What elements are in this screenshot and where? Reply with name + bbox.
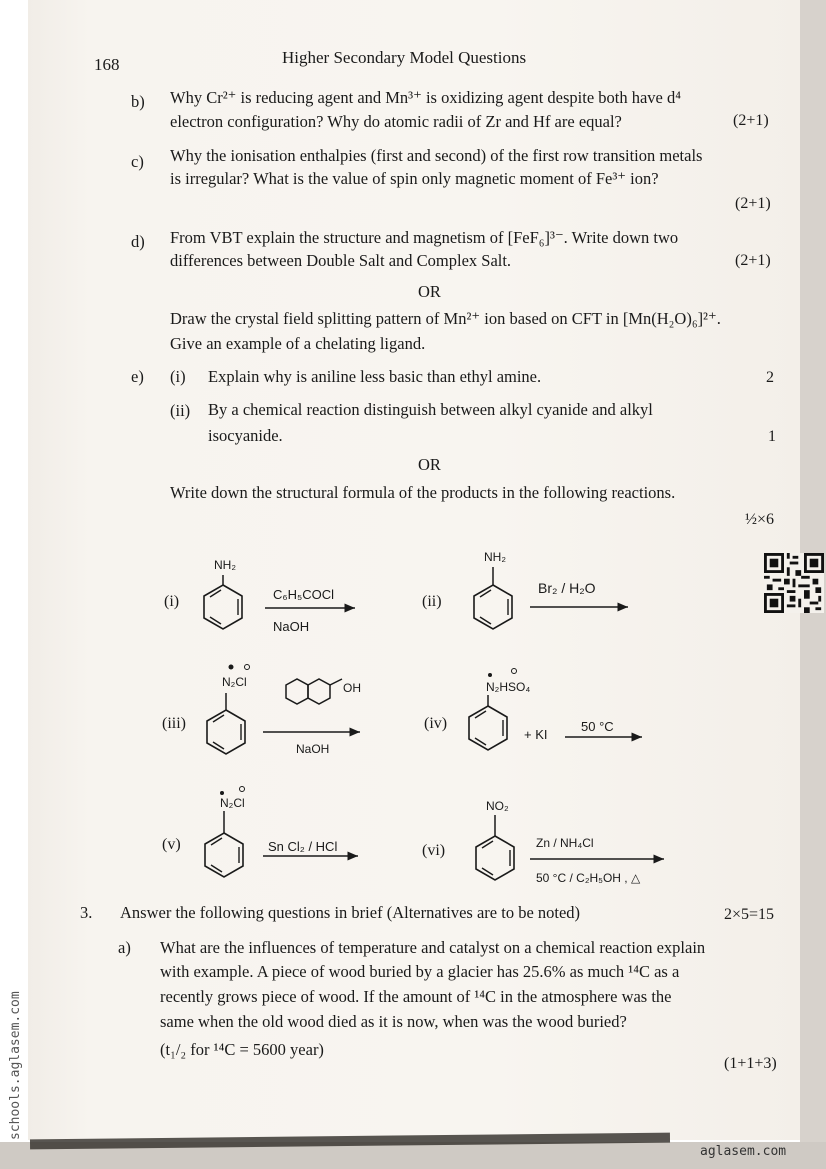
q2d-or: OR	[418, 282, 441, 301]
q3a-line2: with example. A piece of wood buried by a glacier has 25.6% as much ¹⁴C as a	[160, 962, 680, 981]
reaction-iv-coreactant: + KI	[524, 727, 548, 742]
reaction-v-reagent-top: Sn Cl₂ / HCl	[268, 839, 338, 854]
q2c-marks: (2+1)	[735, 195, 771, 212]
q2d-line1: From VBT explain the structure and magnetism of [FeF₆]³⁻. Write down two	[170, 228, 679, 247]
reaction-iv-substituent: N₂HSO₄	[486, 680, 531, 694]
watermark-left: schools.aglasem.com	[8, 991, 23, 1140]
benzene-ring	[205, 833, 243, 877]
q2b-line2: electron configuration? Why do atomic radii of Zr and Hf are equal?	[170, 112, 622, 131]
reaction-iii-second-reactant: OH	[343, 681, 361, 695]
q2c-label: c)	[131, 152, 144, 171]
reaction-vi-number: (vi)	[422, 842, 446, 859]
reaction-v-number: (v)	[162, 836, 181, 853]
reaction-vi-substituent: NO₂	[486, 799, 509, 813]
reaction-i-number: (i)	[164, 593, 180, 610]
benzene-ring	[207, 710, 245, 754]
q2d-line2: differences between Double Salt and Complex Salt.	[170, 251, 512, 270]
reaction-vi	[422, 799, 664, 885]
reaction-iv	[424, 669, 642, 751]
q2e-ii-marks: 1	[768, 428, 776, 445]
q2e-alt-text: Write down the structural formula of the products in the following reactions.	[170, 483, 676, 502]
q3-number: 3.	[80, 903, 93, 922]
reaction-vi-reagent-top: Zn / NH₄Cl	[536, 836, 594, 850]
q2e-ii-line2: isocyanide.	[208, 426, 283, 445]
q2c-line1: Why the ionisation enthalpies (first and second) of the first row transition metals	[170, 146, 703, 165]
reaction-ii-number: (ii)	[422, 593, 442, 610]
naphthol-ring	[286, 679, 342, 704]
reaction-iii	[162, 665, 361, 757]
q2d-marks: (2+1)	[735, 252, 771, 269]
reaction-v-substituent: N₂Cl	[220, 796, 245, 810]
q2e-label: e)	[131, 367, 144, 386]
q2b-marks: (2+1)	[733, 112, 769, 129]
q2d-alt-line2: Give an example of a chelating ligand.	[170, 334, 426, 353]
q2c-line2: is irregular? What is the value of spin only magnetic moment of Fe³⁺ ion?	[170, 169, 659, 188]
reaction-i-reagent-bottom: NaOH	[273, 619, 310, 634]
reaction-iii-reagent-bottom: NaOH	[296, 742, 330, 756]
running-header: Higher Secondary Model Questions	[282, 48, 527, 67]
q2e-ii-label: (ii)	[170, 401, 191, 420]
reaction-schemes	[150, 545, 710, 895]
qr-code	[764, 553, 824, 613]
reaction-i-substituent: NH₂	[214, 558, 236, 572]
q2e-ii-line1: By a chemical reaction distinguish between alkyl cyanide and alkyl	[208, 400, 653, 419]
q2e-i-label: (i)	[170, 367, 186, 386]
q3a-line4: same when the old wood died as it is now, when was the wood buried?	[160, 1012, 627, 1031]
q2e-i-text: Explain why is aniline less basic than ethyl amine.	[208, 367, 542, 386]
reaction-v	[162, 787, 358, 878]
reaction-iii-substituent: N₂Cl	[222, 675, 247, 689]
benzene-ring	[476, 836, 514, 880]
q2d-label: d)	[131, 232, 145, 251]
page-number: 168	[94, 55, 120, 74]
benzene-ring	[469, 706, 507, 750]
q2e-or: OR	[418, 455, 441, 474]
q2b-label: b)	[131, 92, 145, 111]
reaction-iii-number: (iii)	[162, 715, 186, 732]
q2e-alt-marks: ½×6	[745, 511, 775, 528]
q3-marks: 2×5=15	[724, 906, 775, 923]
watermark-bottom: aglasem.com	[700, 1144, 787, 1159]
q3a-line5: (t₁/₂ for ¹⁴C = 5600 year)	[160, 1040, 324, 1059]
reaction-ii	[422, 550, 628, 629]
benzene-ring	[204, 585, 242, 629]
reaction-iv-reagent-top: 50 °C	[581, 719, 614, 734]
reaction-iv-number: (iv)	[424, 715, 448, 732]
q2b-line1: Why Cr²⁺ is reducing agent and Mn³⁺ is oxidizing agent despite both have d⁴	[170, 88, 682, 107]
q3a-label: a)	[118, 938, 131, 957]
reaction-i	[164, 558, 355, 634]
q3a-marks: (1+1+3)	[724, 1055, 777, 1072]
q2e-i-marks: 2	[766, 369, 774, 386]
reaction-i-reagent-top: C₆H₅COCl	[273, 587, 335, 602]
q3a-line1: What are the influences of temperature and catalyst on a chemical reaction explain	[160, 938, 706, 957]
benzene-ring	[474, 585, 512, 629]
q3a-line3: recently grows piece of wood. If the amount of ¹⁴C in the atmosphere was the	[160, 987, 672, 1006]
q3-title: Answer the following questions in brief (Alternatives are to be noted)	[120, 903, 581, 922]
reaction-ii-substituent: NH₂	[484, 550, 506, 564]
reaction-vi-reagent-bottom: 50 °C / C₂H₅OH , △	[536, 871, 641, 885]
q2d-alt-line1: Draw the crystal field splitting pattern of Mn²⁺ ion based on CFT in [Mn(H₂O)₆]²⁺.	[170, 309, 721, 328]
reaction-ii-reagent-top: Br₂ / H₂O	[538, 580, 596, 596]
